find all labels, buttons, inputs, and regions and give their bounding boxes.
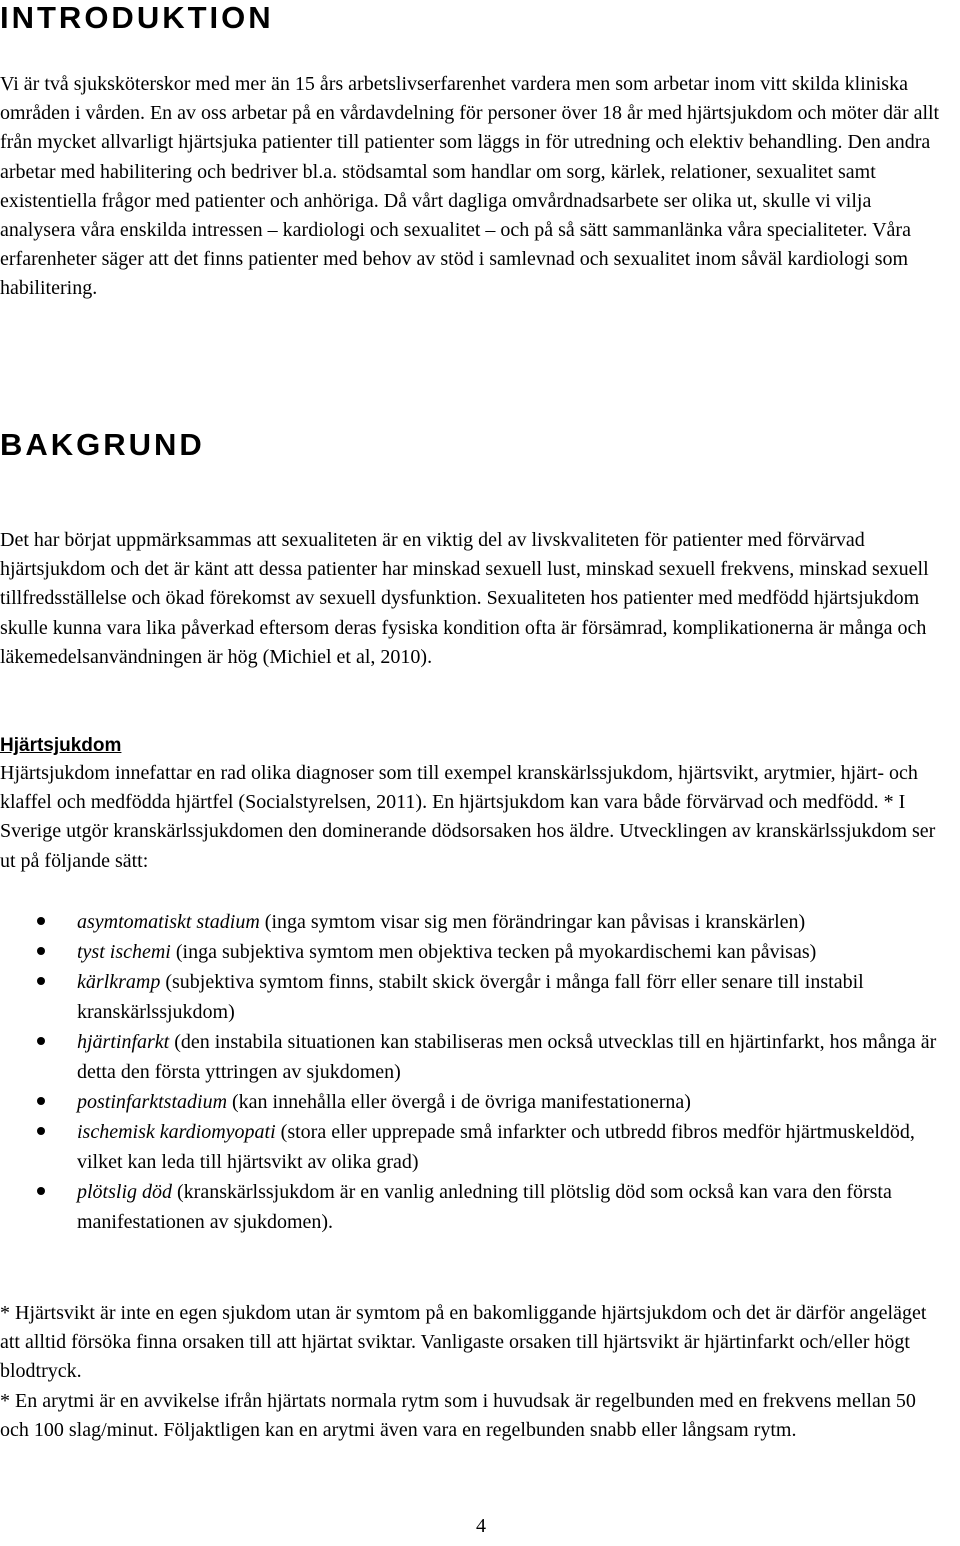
section-heading-introduktion: INTRODUKTION [0, 0, 274, 35]
stage-description: (stora eller upprepade små infarkter och utbredd fibros medför hjärtmuskeldöd, vilket kan leda till hjärtsvikt av olika grad) [77, 1121, 915, 1173]
bullet-icon [37, 947, 45, 955]
stage-term: ischemisk kardiomyopati [77, 1121, 276, 1143]
list-item [0, 1177, 945, 1237]
bullet-icon [37, 977, 45, 985]
bullet-icon [37, 1187, 45, 1195]
introduction-paragraph: Vi är två sjuksköterskor med mer än 15 års arbetslivserfarenhet vardera men som arbetar inom vitt skilda kliniska områden i vården. En av oss arbetar på en vårdavdelning för personer över 18 år med hjärtsjukdom och möter där allt från mycket allvarligt hjärtsjuka patienter till patienter som läggs in för utredning och elektiv behandling. Den andra arbetar med habilitering och bedriver bl.a. stödsamtal som handlar om sorg, kärlek, relationer, sexualitet samt existentiella frågor med patienter och anhöriga. Då vårt dagliga omvårdnadsarbete ser olika ut, skulle vi vilja analysera våra enskilda intressen – kardiologi och sexualitet – och på så sätt sammanlänka våra specialiteter. Våra erfarenheter säger att det finns patienter med behov av stöd i samlevnad och sexualitet inom såväl kardiologi som habilitering. [0, 73, 940, 300]
bullet-icon [37, 1127, 45, 1135]
hjartsjukdom-paragraph: Hjärtsjukdom innefattar en rad olika diagnoser som till exempel kranskärlssjukdom, hjärtsvikt, arytmier, hjärt- och klaffel och medfödda hjärtfel (Socialstyrelsen, 2011). En hjärtsjukdom kan vara både förvärvad och medfödd. * I Sverige utgör kranskärlssjukdomen den dominerande dödsorsaken hos äldre. Utvecklingen av kranskärlssjukdom ser ut på följande sätt: [0, 762, 936, 872]
bullet-icon [37, 1097, 45, 1105]
bullet-icon [37, 917, 45, 925]
background-paragraph: Det har börjat uppmärksammas att sexualiteten är en viktig del av livskvaliteten för patienter med förvärvad hjärtsjukdom och det är känt att dessa patienter har minskad sexuell lust, minskad sexuell frekvens, minskad sexuell tillfredsställelse och ökad förekomst av sexuell dysfunktion. Sexualiteten hos patienter med medfödd hjärtsjukdom skulle kunna vara lika påverkad eftersom deras fysiska kondition ofta är försämrad, komplikationerna är många och läkemedelsanvändningen är hög (Michiel et al, 2010). [0, 529, 929, 668]
list-item [0, 1027, 945, 1087]
bullet-icon [37, 1037, 45, 1045]
subheading-hjartsjukdom: Hjärtsjukdom [0, 735, 122, 756]
stage-term: asymtomatiskt stadium [77, 911, 260, 933]
section-heading-bakgrund: BAKGRUND [0, 427, 205, 462]
disease-stage-list [0, 907, 945, 1237]
stage-term: plötslig död [77, 1181, 173, 1203]
page-number: 4 [476, 1515, 486, 1537]
stage-description: (kan innehålla eller övergå i de övriga manifestationerna) [227, 1091, 691, 1113]
stage-description: (kranskärlssjukdom är en vanlig anledning till plötslig död som också kan vara den första manifestationen av sjukdomen). [77, 1181, 892, 1233]
stage-term: postinfarktstadium [77, 1091, 228, 1113]
stage-term: hjärtinfarkt [77, 1031, 170, 1053]
list-item [0, 907, 945, 937]
stage-description: (subjektiva symtom finns, stabilt skick övergår i många fall förr eller senare till instabil kranskärlssjukdom) [77, 971, 864, 1023]
list-item [0, 967, 945, 1027]
stage-description: (den instabila situationen kan stabiliseras men också utvecklas till en hjärtinfarkt, hos många är detta den första yttringen av sjukdomen) [77, 1031, 937, 1083]
stage-description: (inga subjektiva symtom men objektiva tecken på myokardischemi kan påvisas) [170, 941, 817, 963]
arrhythmia-note: * En arytmi är en avvikelse ifrån hjärtats normala rytm som i huvudsak är regelbunden med en frekvens mellan 50 och 100 slag/minut. Följaktligen kan en arytmi även vara en regelbunden snabb eller långsam rytm. [0, 1390, 916, 1442]
stage-description: (inga symtom visar sig men förändringar kan påvisas i kranskärlen) [259, 911, 806, 933]
list-item [0, 1117, 945, 1177]
heart-failure-note: * Hjärtsvikt är inte en egen sjukdom utan är symtom på en bakomliggande hjärtsjukdom och det är därför angeläget att alltid försöka finna orsaken till att hjärtat sviktar. Vanligaste orsaken till hjärtsvikt är hjärtinfarkt och/eller högt blodtryck. [0, 1302, 927, 1383]
list-item [0, 1087, 945, 1117]
stage-term: tyst ischemi [77, 941, 171, 963]
stage-term: kärlkramp [77, 971, 161, 993]
list-item [0, 937, 945, 967]
